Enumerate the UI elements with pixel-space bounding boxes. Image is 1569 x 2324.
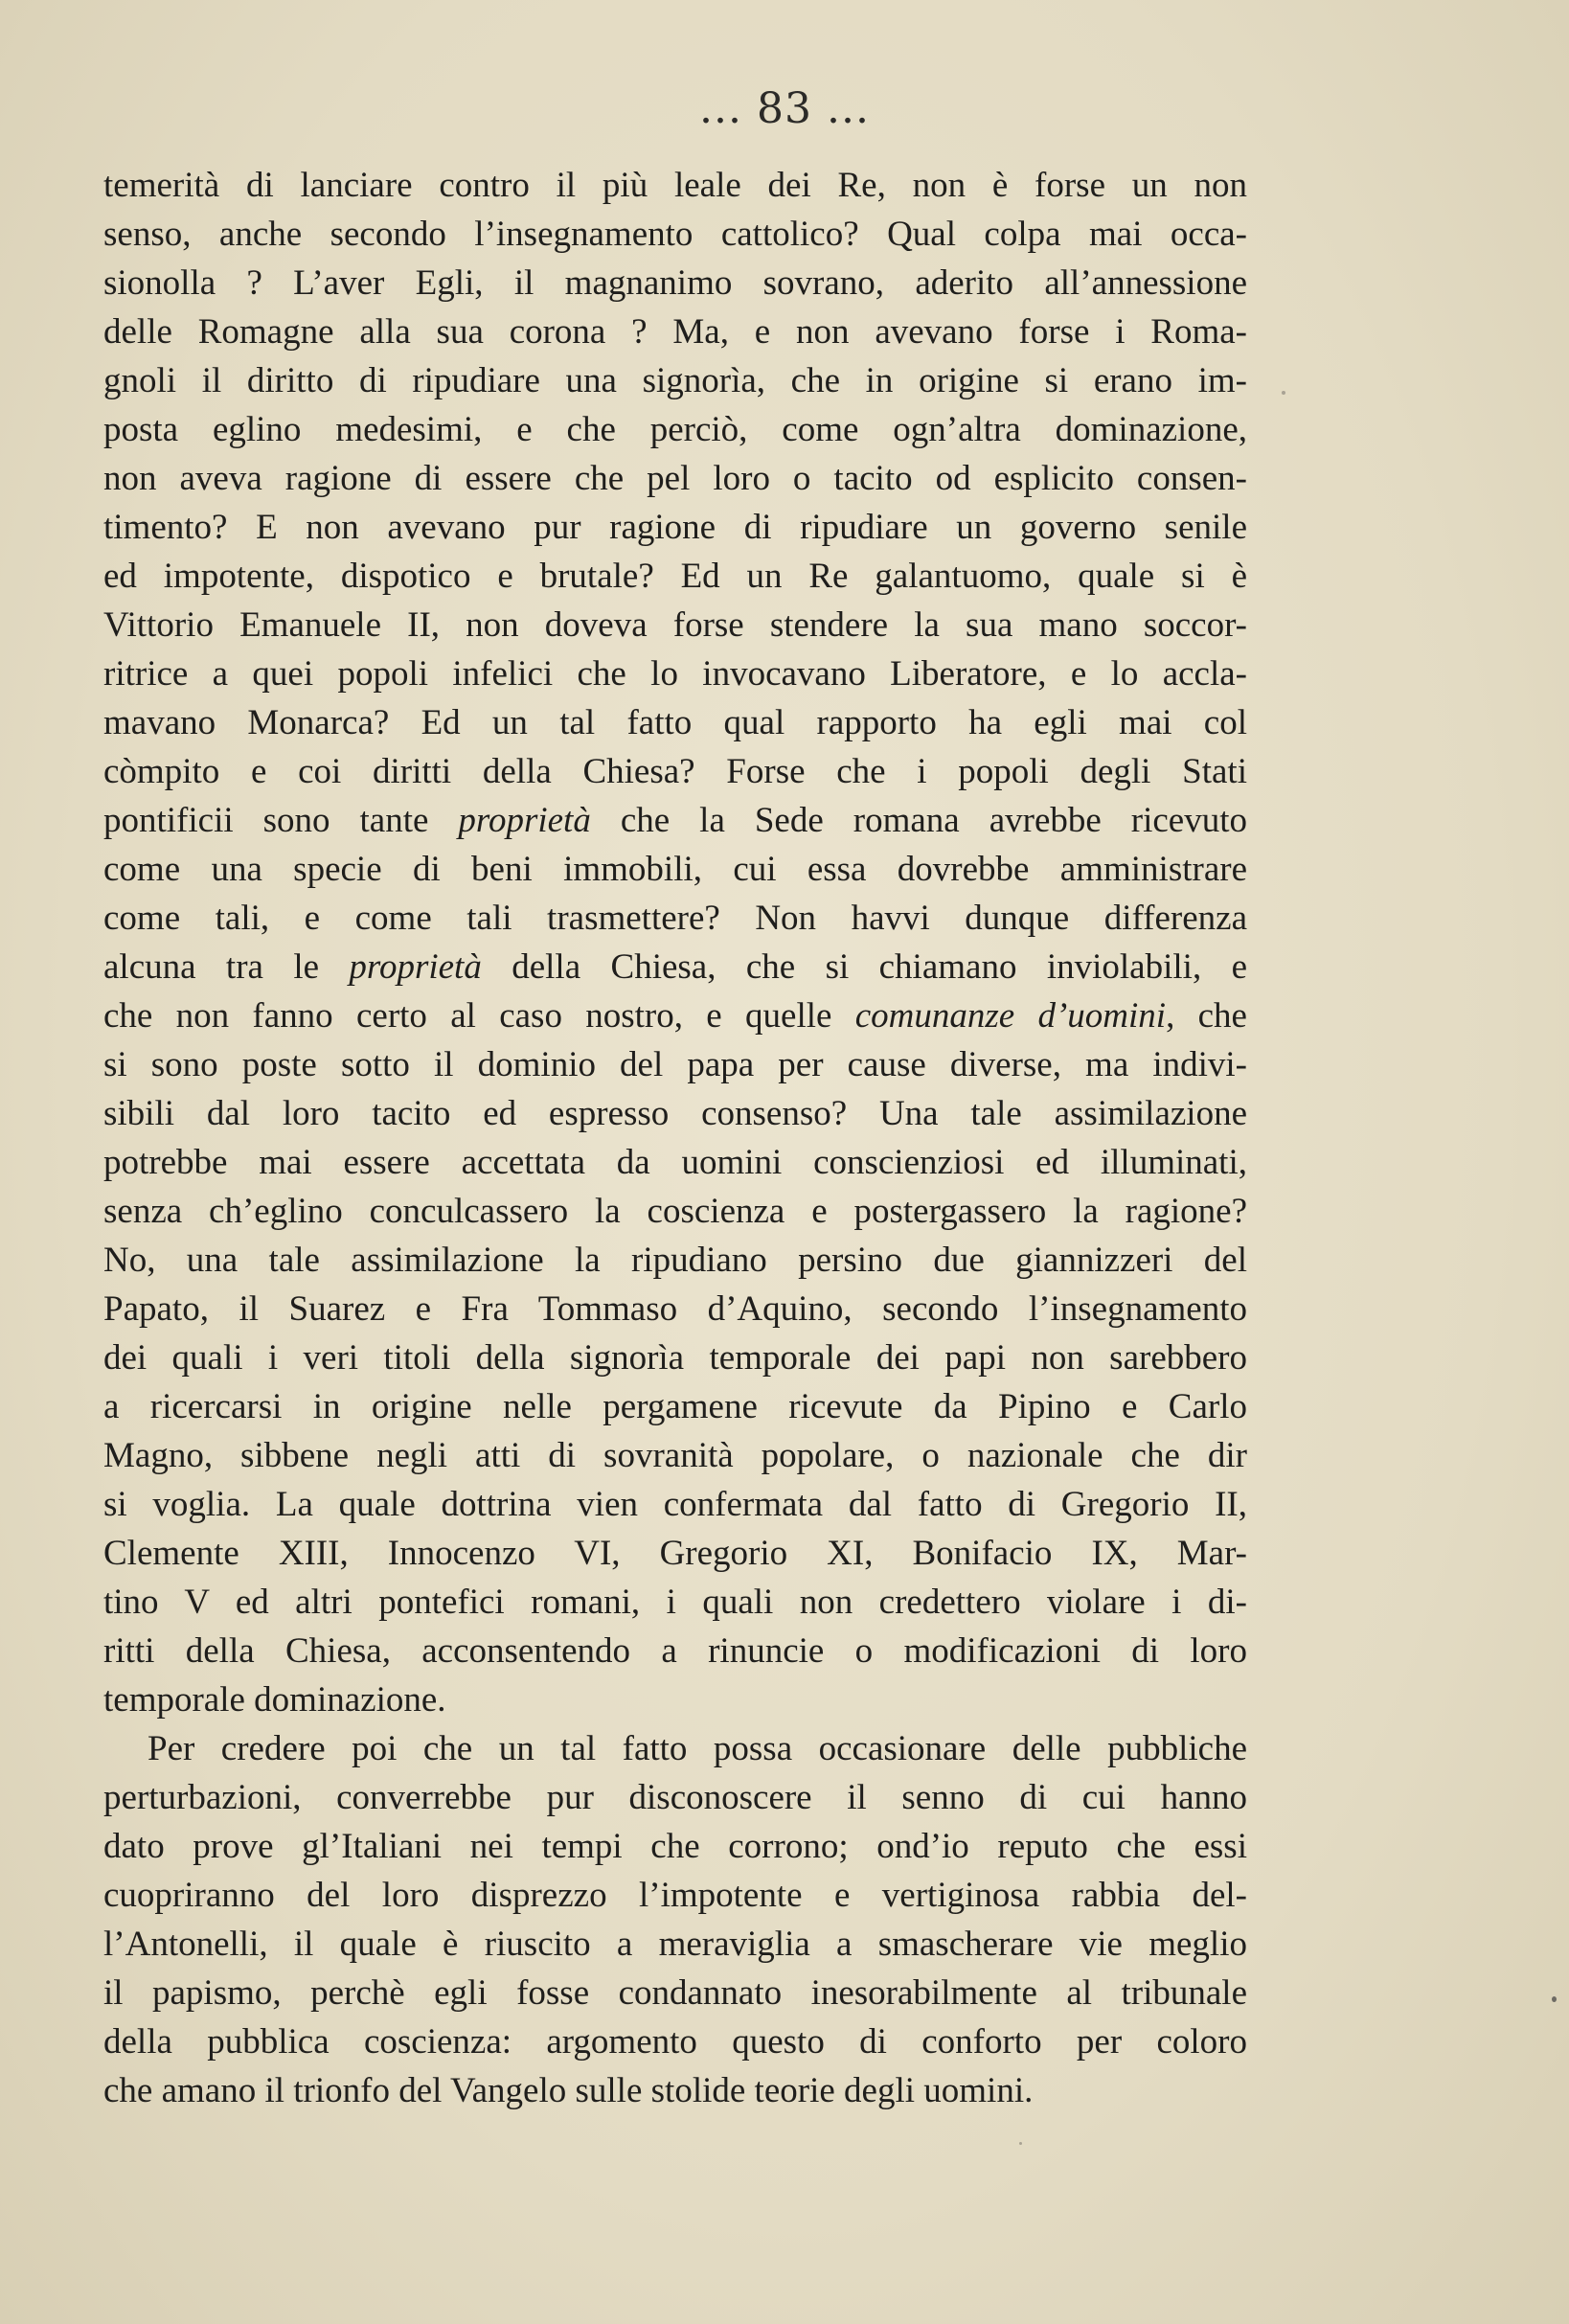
text-line: sionolla ? L’aver Egli, il magnanimo sovrano, aderito all’annessione [103,263,1247,303]
text-line: timento? E non avevano pur ragione di ripudiare un governo senile [103,508,1247,547]
text-line: mavano Monarca? Ed un tal fatto qual rapporto ha egli mai col [103,703,1247,742]
text-line: ritrice a quei popoli infelici che lo invocavano Liberatore, e lo accla- [103,654,1247,694]
text-line: No, una tale assimilazione la ripudiano persino due giannizzeri del [103,1241,1247,1280]
text-line: Vittorio Emanuele II, non doveva forse stendere la sua mano soccor- [103,605,1247,645]
text-line: perturbazioni, converrebbe pur disconoscere il senno di cui hanno [103,1778,1247,1817]
italic-term: proprietà [349,947,482,987]
text-line: ed impotente, dispotico e brutale? Ed un Re galantuomo, quale si è [103,557,1247,596]
body-text [103,161,1247,2115]
page-number: ... 83 ... [699,84,870,133]
text-segment: della Chiesa, che si chiamano inviolabili, e [481,947,1247,987]
paper-speck [1282,391,1285,395]
text-line: dato prove gl’Italiani nei tempi che corrono; ond’io reputo che essi [103,1827,1247,1866]
text-line: còmpito e coi diritti della Chiesa? Forse che i popoli degli Stati [103,752,1247,791]
text-segment: che non fanno certo al caso nostro, e quelle [103,996,855,1036]
text-line: posta eglino medesimi, e che perciò, come ogn’altra dominazione, [103,410,1247,449]
text-line: potrebbe mai essere accettata da uomini conscienziosi ed illuminati, [103,1143,1247,1182]
text-line: Per credere poi che un tal fatto possa occasionare delle pubbliche [148,1729,1247,1768]
text-line: senza ch’eglino conculcassero la coscienza e postergassero la ragione? [103,1192,1247,1231]
text-line: dei quali i veri titoli della signorìa temporale dei papi non sarebbero [103,1338,1247,1378]
text-line: temporale dominazione. [103,1680,446,1720]
text-line: si voglia. La quale dottrina vien confermata dal fatto di Gregorio II, [103,1485,1247,1524]
text-line: cuopriranno del loro disprezzo l’impotente e vertiginosa rabbia del- [103,1876,1247,1915]
text-line: senso, anche secondo l’insegnamento cattolico? Qual colpa mai occa- [103,215,1247,254]
text-line: gnoli il diritto di ripudiare una signorìa, che in origine si erano im- [103,361,1247,400]
text-line: ritti della Chiesa, acconsentendo a rinuncie o modificazioni di loro [103,1631,1247,1671]
text-line: delle Romagne alla sua corona ? Ma, e non avevano forse i Roma- [103,312,1247,352]
text-segment: alcuna tra le [103,947,350,987]
italic-term: comunanze d’uomini [854,996,1167,1036]
text-line: sibili dal loro tacito ed espresso consenso? Una tale assimilazione [103,1094,1247,1133]
text-line: come una specie di beni immobili, cui essa dovrebbe amministrare [103,850,1247,889]
text-line: della pubblica coscienza: argomento questo di conforto per coloro [103,2022,1247,2062]
text-line: tino V ed altri pontefici romani, i quali non credettero violare i di- [103,1583,1247,1622]
text-segment: pontificii sono tante [103,801,459,840]
text-segment: , che [1166,996,1247,1036]
text-line: che amano il trionfo del Vangelo sulle stolide teorie degli uomini. [103,2071,1034,2110]
text-line: Magno, sibbene negli atti di sovranità popolare, o nazionale che dir [103,1436,1247,1475]
paragraph [103,1724,1247,2115]
text-line: Papato, il Suarez e Fra Tommaso d’Aquino, secondo l’insegnamento [103,1289,1247,1329]
text-line: temerità di lanciare contro il più leale dei Re, non è forse un non [103,166,1247,205]
text-line [103,991,1247,1040]
text-line: l’Antonelli, il quale è riuscito a meraviglia a smascherare vie meglio [103,1925,1247,1964]
paper-speck [1019,2142,1022,2145]
paper-speck [1552,1996,1557,2002]
italic-term: proprietà [458,801,591,840]
text-line: non aveva ragione di essere che pel loro o tacito od esplicito consen- [103,459,1247,498]
text-line: come tali, e come tali trasmettere? Non havvi dunque differenza [103,899,1247,938]
text-line: il papismo, perchè egli fosse condannato inesorabilmente al tribunale [103,1973,1247,2013]
text-line [103,943,1247,991]
paragraph [103,161,1247,1724]
text-line: si sono poste sotto il dominio del papa per cause diverse, ma indivi- [103,1045,1247,1084]
text-line: Clemente XIII, Innocenzo VI, Gregorio XI, Bonifacio IX, Mar- [103,1534,1247,1573]
text-line: a ricercarsi in origine nelle pergamene ricevute da Pipino e Carlo [103,1387,1247,1426]
text-line [103,796,1247,845]
text-segment: che la Sede romana avrebbe ricevuto [590,801,1247,840]
